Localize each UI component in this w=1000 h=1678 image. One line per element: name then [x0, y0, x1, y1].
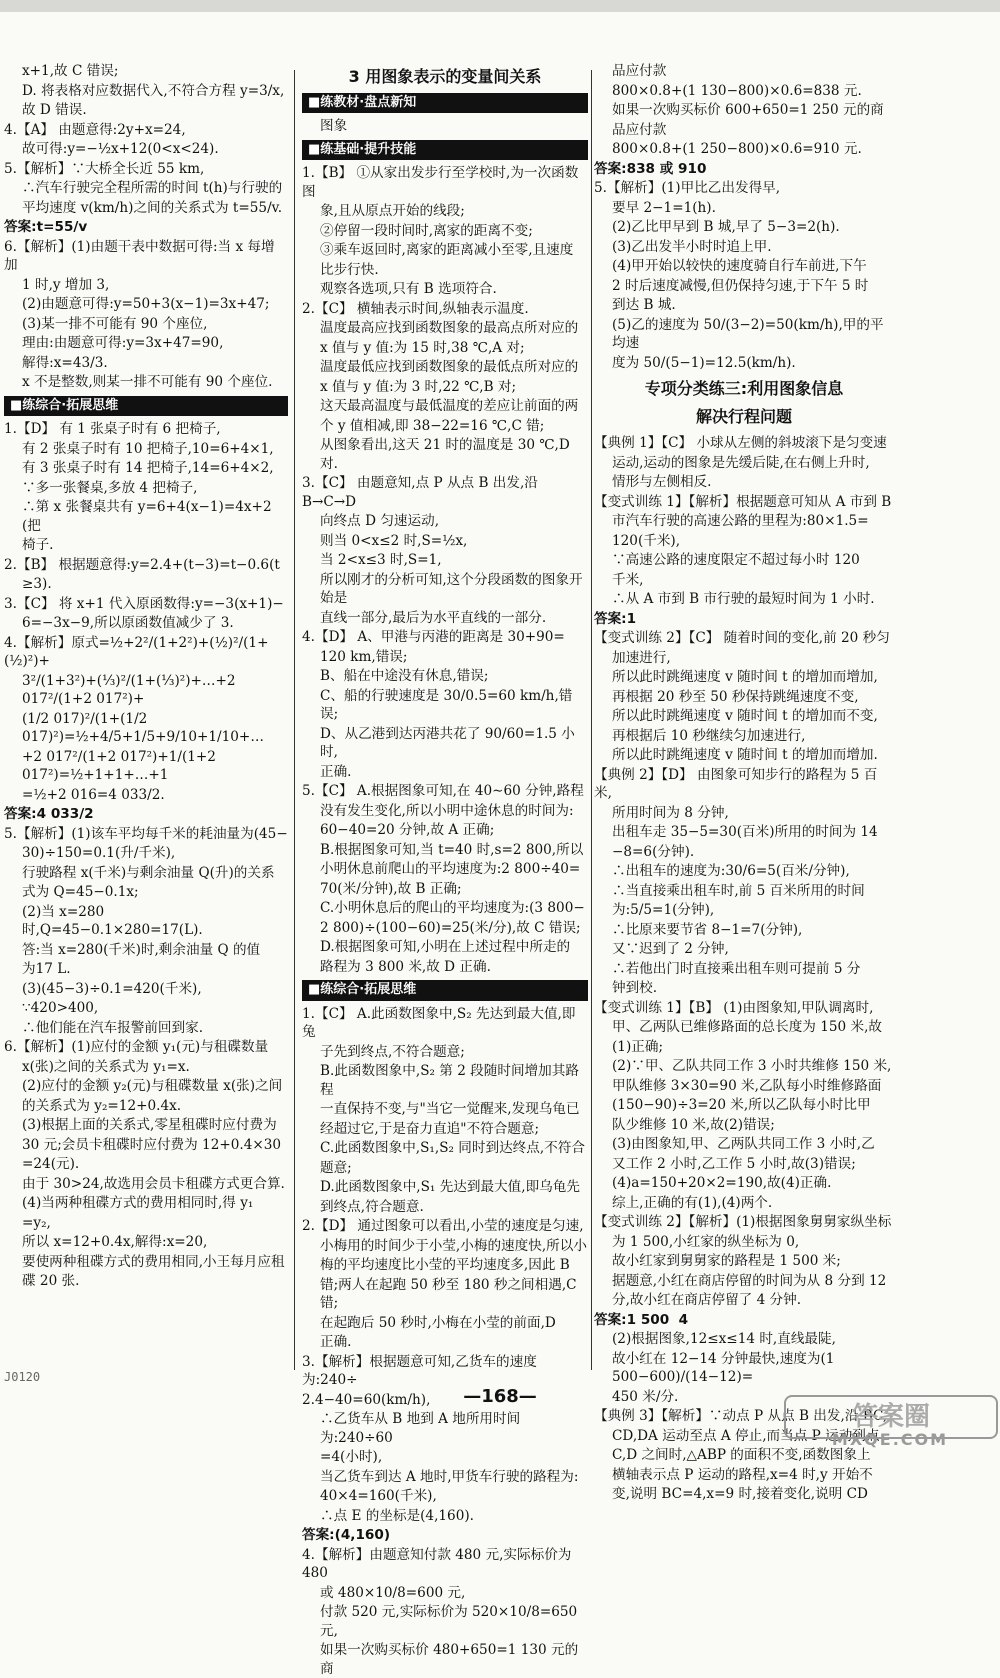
text-line: ∴他们能在汽车报警前回到家. [22, 1019, 204, 1036]
text-line: 椅子. [22, 537, 54, 553]
text-line: ∴当直接乘出租车时,前 5 百米所用的时间 [612, 882, 865, 899]
question-line: 4.【解析】原式=½+2²/(1+2²)+(½)²/(1+(½)²)+ [4, 634, 269, 669]
text-line: 甲队维修 3×30=90 米,乙队每小时维修路面 [612, 1077, 882, 1094]
text-line: 在起跑后 50 秒时,小梅在小莹的前面,D [320, 1314, 556, 1331]
text-line: 所用时间为 8 分钟, [612, 804, 729, 821]
text-line: 分,故小红在商店停留了 4 分钟. [612, 1292, 802, 1308]
question-line: 5.【解析】∵大桥全长近 55 km, [4, 160, 205, 177]
question-line: 1.【D】 有 1 张桌子时有 6 把椅子, [4, 421, 221, 437]
text-line: ≥3). [22, 576, 52, 592]
question-line: 3.【C】 由题意知,点 P 从点 B 出发,沿 B→C→D [302, 475, 543, 510]
text-line: (2)应付的金额 y₂(元)与租碟数量 x(张)之间 [22, 1078, 283, 1094]
text-line: ∴乙货车从 B 地到 A 地所用时间为:240÷60 [320, 1411, 521, 1446]
question-line: 1.【B】 ①从家出发步行至学校时,为一次函数图 [302, 165, 579, 200]
special-practice-title: 专项分类练三:利用图象信息 [644, 379, 844, 398]
text-line: 当乙货车到达 A 地时,甲货车行驶的路程为: [320, 1468, 579, 1485]
text-line: ∴若他出门时直接乘出租车则可提前 5 分 [612, 960, 861, 977]
text-line: 到达 B 城. [612, 297, 676, 313]
text-line: 30 元;会员卡租碟时应付费为 12+0.4×30 [22, 1136, 282, 1153]
text-line: 2 时后速度减慢,但仍保持匀速,于下午 5 时 [612, 277, 869, 294]
text-line: 梅的平均速度比小莹的平均速度多,因此 B [320, 1257, 570, 1273]
text-line: (2)当 x=280 时,Q=45−0.1×280=17(L). [22, 903, 203, 938]
answer-line: 答案:838 或 910 [594, 160, 707, 177]
text-line: 加速进行, [612, 649, 671, 666]
section-heading: ■练教材·盘点新知 [302, 93, 588, 114]
text-line: (150−90)÷3=20 米,所以乙队每小时比甲 [612, 1097, 871, 1113]
text-line: 观察各选项,只有 B 选项符合. [320, 281, 497, 297]
text-line: ∵多一张餐桌,多放 4 把椅子, [22, 479, 198, 496]
question-line: 2.【C】 横轴表示时间,纵轴表示温度. [302, 300, 529, 317]
answer-line: 答案:4 033/2 [4, 806, 94, 822]
text-line: 又∵迟到了 2 分钟, [612, 941, 729, 957]
text-line: 钟到校. [612, 980, 658, 996]
text-line: 这天最高温度与最低温度的差应让前面的两 [320, 398, 579, 414]
text-line: 1 时,y 增加 3, [22, 276, 110, 293]
text-line: B.根据图象可知,当 t=40 时,s=2 800,所以 [320, 841, 584, 858]
question-line: 5.【C】 A.根据图象可知,在 40∼60 分钟,路程 [302, 783, 584, 799]
text-line: (4)a=150+20×2=190,故(4)正确. [612, 1175, 832, 1191]
text-line: 3²/(1+3²)+(⅓)²/(1+(⅓)²)+…+2 017²/(1+2 017²)+ [22, 672, 240, 707]
text-line: 故可得:y=−½x+12(0<x<24). [22, 141, 219, 157]
text-line: 所以此时跳绳速度 v 随时间 t 的增加而不变, [612, 708, 878, 724]
question-line: 6.【解析】(1)应付的金额 y₁(元)与租碟数量 [4, 1039, 269, 1055]
section-heading: ■练综合·拓展思维 [4, 396, 288, 417]
column-left [4, 62, 288, 1372]
text-line: 60−40=20 分钟,故 A 正确; [320, 822, 495, 838]
text-line: (1)正确; [612, 1038, 664, 1055]
question-line: 4.【解析】由题意知付款 480 元,实际标价为 480 [302, 1546, 576, 1581]
text-line: 运动,运动的图象是先缓后陡,在右侧上升时, [612, 454, 870, 471]
question-line: 6.【解析】(1)由题干表中数据可得:当 x 每增加 [4, 238, 275, 273]
text-line: 如果一次购买标价 480+650=1 130 元的商 [320, 1642, 579, 1677]
text-line: 所以此时跳绳速度 v 随时间 t 的增加而增加. [612, 747, 878, 763]
question-line: 【典例 3】【解析】∵动点 P 从点 B 出发,沿 BC, [594, 1408, 888, 1424]
text-line: D.此函数图象中,S₁ 先达到最大值,即乌龟先 [320, 1179, 580, 1195]
text-line: 小明休息前爬山的平均速度为:2 800÷40= [320, 861, 581, 877]
text-line: 6=−3x−9,所以原函数值减少了 3. [22, 615, 234, 631]
text-line: 理由:由题意可得:y=3x+47=90, [22, 335, 224, 351]
question-line: 【变式训练 2】【C】 随着时间的变化,前 20 秒匀 [594, 630, 890, 646]
text-line: 2 800)÷(100−60)=25(米/分),故 C 错误; [320, 919, 581, 936]
text-line: B、船在中途没有休息,错误; [320, 668, 489, 684]
text-line: ∴点 E 的坐标是(4,160). [320, 1507, 474, 1524]
text-line: 所以刚才的分析可知,这个分段函数的图象开始是 [320, 571, 583, 606]
question-line: 2.【B】 根据题意得:y=2.4+(t−3)=t−0.6(t [4, 556, 280, 573]
text-line: 到终点,符合题意. [320, 1198, 424, 1215]
text-line: 800×0.8+(1 130−800)×0.6=838 元. [612, 82, 862, 99]
question-line: 2.【D】 通过图象可以看出,小莹的速度是匀速, [302, 1218, 584, 1234]
lesson-title: 3 用图象表示的变量间关系 [348, 67, 542, 86]
text-line: 队少维修 10 米,故(2)错误; [612, 1116, 775, 1133]
text-line: (1/2 017)²/(1+(1/2 017)²)=½+4/5+1/5+9/10+1/10+… [22, 710, 264, 745]
text-line: 故小红家到舅舅家的路程是 1 500 米; [612, 1253, 841, 1269]
text-line: 路程为 3 800 米,故 D 正确. [320, 958, 491, 975]
text-line: 70(米/分钟),故 B 正确; [320, 880, 462, 897]
text-line: (4)甲开始以较快的速度骑自行车前进,下午 [612, 258, 867, 274]
special-practice-title: 解决行程问题 [695, 407, 792, 426]
text-line: =24(元). [22, 1156, 80, 1172]
text-line: 题意; [320, 1159, 352, 1176]
text-line: 情形与左侧相反. [612, 474, 712, 490]
text-line: 平均速度 v(km/h)之间的关系式为 t=55/v. [22, 199, 283, 216]
text-line: 为:5/5=1(分钟), [612, 902, 715, 918]
text-line: (2)乙比甲早到 B 城,早了 5−3=2(h). [612, 219, 840, 235]
text-line: 品应付款 [612, 121, 667, 138]
text-line: 温度最低应找到函数图象的最低点所对应的 [320, 359, 579, 375]
text-line: 比步行快. [320, 261, 379, 278]
text-line: 答:当 x=280(千米)时,剩余油量 Q 的值 [22, 941, 261, 958]
text-line: =y₂, [22, 1214, 51, 1231]
text-line: 甲、乙两队已维修路面的总长度为 150 米,故 [612, 1019, 883, 1035]
text-line: x+1,故 C 错误; [22, 63, 119, 79]
question-line: 4.【A】 由题意得:2y+x=24, [4, 121, 186, 138]
question-line: 4.【D】 A、甲港与丙港的距离是 30+90= [302, 629, 565, 645]
text-line: 有 2 张桌子时有 10 把椅子,10=6+4×1, [22, 440, 274, 457]
text-line: 横轴表示点 P 运动的路程,x=4 时,y 开始不 [612, 1466, 873, 1483]
watermark-site: MXQE.COM [831, 1430, 949, 1449]
text-line: 据题意,小红在商店停留的时间为从 8 分到 12 [612, 1272, 887, 1289]
question-line: 【变式训练 1】【解析】根据题意可知从 A 市到 B [594, 493, 892, 510]
question-line: 5.【解析】(1)该车平均每千米的耗油量为(45− [4, 825, 288, 842]
text-line: 向终点 D 匀速运动, [320, 513, 440, 529]
footer-code: J0120 [4, 1370, 41, 1384]
text-line: 再根据后 10 秒继续匀加速进行, [612, 727, 806, 744]
text-line: 正确. [320, 1334, 352, 1350]
text-line: ∴出租车的速度为:30/6=5(百米/分钟), [612, 863, 850, 879]
text-line: (2)由题意可得:y=50+3(x−1)=3x+47; [22, 296, 270, 312]
text-line: ∵高速公路的速度限定不超过每小时 120 [612, 552, 860, 568]
text-line: 故 D 错误. [22, 102, 87, 118]
answer-line: 答案:(4,160) [302, 1527, 391, 1543]
text-line: (4)当两种租碟方式的费用相同时,得 y₁ [22, 1195, 254, 1211]
text-line: ∴第 x 张餐桌共有 y=6+4(x−1)=4x+2 (把 [22, 499, 276, 534]
text-line: ③乘车返回时,离家的距离减小至零,且速度 [320, 242, 574, 258]
question-line: 2.4−40=60(km/h), [302, 1391, 431, 1408]
text-line: 450 米/分. [612, 1388, 679, 1405]
page-number: —168— [463, 1386, 537, 1407]
text-line: ②停留一段时间时,离家的距离不变; [320, 222, 533, 239]
text-line: C、船的行驶速度是 30/0.5=60 km/h,错误; [320, 687, 573, 722]
text-line: 要早 2−1=1(h). [612, 199, 716, 216]
text-line: ∴比原来要节省 8−1=7(分钟), [612, 921, 803, 938]
section-heading: ■练基础·提升技能 [302, 140, 588, 161]
question-line: 3.【C】 将 x+1 代入原函数得:y=−3(x+1)− [4, 595, 284, 612]
text-line: 经超过它,于是奋力直追"不符合题意; [320, 1120, 540, 1137]
watermark-logo: 答案圈 [784, 1395, 998, 1439]
text-line: 象,且从原点开始的线段; [320, 203, 465, 219]
answer-line: 答案:1 500 4 [594, 1311, 689, 1328]
text-line: D.根据图象可知,小明在上述过程中所走的 [320, 939, 571, 955]
text-line: 综上,正确的有(1),(4)两个. [612, 1194, 773, 1211]
column-divider [294, 70, 295, 1370]
text-line: 变,说明 BC=4,x=9 时,接着变化,说明 CD [612, 1486, 868, 1502]
text-line: 子先到终点,不符合题意; [320, 1043, 465, 1060]
text-line: 所以 x=12+0.4x,解得:x=20, [22, 1234, 208, 1250]
text-line: 要使两种租碟方式的费用相同,小王每月应租 [22, 1253, 285, 1270]
text-line: 800×0.8+(1 250−800)×0.6=910 元. [612, 141, 862, 157]
text-line: 式为 Q=45−0.1x; [22, 884, 139, 900]
text-line: 再根据 20 秒至 50 秒保持跳绳速度不变, [612, 688, 859, 705]
text-line: x 值与 y 值:为 3 时,22 ℃,B 对; [320, 378, 517, 395]
text-line: 30)÷150=0.1(升/千米), [22, 845, 176, 861]
text-line: (3)乙出发半小时时追上甲. [612, 238, 772, 255]
text-line: 一直保持不变,与"当它一觉醒来,发现乌龟已 [320, 1101, 580, 1117]
text-line: ∵420>400, [22, 1000, 99, 1016]
text-line: 碟 20 张. [22, 1273, 80, 1289]
text-line: 40×4=160(千米), [320, 1488, 437, 1504]
text-line: 正确. [320, 763, 352, 780]
text-line: 的关系式为 y₂=12+0.4x. [22, 1097, 182, 1114]
text-line: 千米, [612, 571, 644, 588]
text-line: (2)∵甲、乙队共同工作 3 小时共维修 150 米, [612, 1058, 892, 1074]
text-line: ∴汽车行驶完全程所需的时间 t(h)与行驶的 [22, 180, 283, 196]
text-line: 当 2<x≤3 时,S=1, [320, 552, 442, 568]
text-line: 为 1 500,小红家的纵坐标为 0, [612, 1233, 800, 1250]
text-line: 度为 50/(5−1)=12.5(km/h). [612, 354, 796, 371]
question-line: 【变式训练 2】【解析】(1)根据图象舅舅家纵坐标 [594, 1214, 892, 1230]
text-line: 出租车走 35−5=30(百米)所用的时间为 14 [612, 824, 878, 840]
text-line: =½+2 016=4 033/2. [22, 786, 165, 803]
text-line: x(张)之间的关系式为 y₁=x. [22, 1058, 190, 1075]
text-line: 市汽车行驶的高速公路的里程为:80×1.5= [612, 513, 869, 529]
text-line: 付款 520 元,实际标价为 520×10/8=650 元, [320, 1604, 582, 1639]
text-line: 没有发生变化,所以小明中途休息的时间为: [320, 802, 574, 819]
question-line: 【变式训练 1】【B】 (1)由图象知,甲队调离时, [594, 999, 874, 1016]
text-line: −8=6(分钟). [612, 843, 695, 860]
text-line: 错;两人在起跑 50 秒至 180 秒之间相遇,C 错; [320, 1276, 581, 1311]
question-line: 1.【C】 A.此函数图象中,S₂ 先达到最大值,即兔 [302, 1005, 576, 1040]
text-line: 品应付款 [612, 63, 667, 79]
text-line: +2 017²/(1+2 017²)+1/(1+2 017²)=½+1+1+…+1 [22, 748, 221, 783]
text-line: B.此函数图象中,S₂ 第 2 段随时间增加其路程 [320, 1063, 579, 1098]
text-line: 则当 0<x≤2 时,S=½x, [320, 532, 468, 549]
text-line: 温度最高应找到函数图象的最高点所对应的 [320, 320, 579, 336]
text-line: CD,DA 运动至点 A 停止,而当点 P 运动到点 [612, 1427, 880, 1444]
text-line: 120(千米), [612, 532, 681, 549]
section-heading: ■练综合·拓展思维 [302, 980, 588, 1001]
text-line: D. 将表格对应数据代入,不符合方程 y=3/x, [22, 82, 285, 99]
text-line: =4(小时), [320, 1449, 383, 1465]
text-line: ∴从 A 市到 B 市行驶的最短时间为 1 小时. [612, 591, 875, 607]
text-line: 直线一部分,最后为水平直线的一部分. [320, 609, 547, 626]
text-line: D、从乙港到达丙港共花了 90/60=1.5 小时, [320, 725, 575, 760]
text-line: 又工作 2 小时,乙工作 5 小时,故(3)错误; [612, 1155, 856, 1172]
answer-line: 答案:t=55/v [4, 219, 88, 235]
text-line: 小梅用的时间少于小莹,小梅的速度快,所以小 [320, 1237, 587, 1254]
text-line: 故小红在 12−14 分钟最快,速度为(1 500−600)/(14−12)= [612, 1350, 839, 1385]
text-line: (5)乙的速度为 50/(3−2)=50(km/h),甲的平均速 [612, 316, 884, 351]
text-line: C,D 之间时,△ABP 的面积不变,函数图象上 [612, 1447, 871, 1463]
question-line: 3.【解析】根据题意可知,乙货车的速度为:240÷ [302, 1353, 537, 1388]
text-line: 个 y 值相减,即 38−22=16 ℃,C 错; [320, 417, 545, 434]
text-line: 图象 [320, 118, 348, 134]
text-line: (3)根据上面的关系式,零星租碟时应付费为 [22, 1117, 277, 1133]
text-line: (2)根据图象,12≤x≤14 时,直线最陡, [612, 1331, 836, 1347]
text-line: (3)某一排不可能有 90 个座位, [22, 315, 208, 332]
text-line: C.此函数图象中,S₁,S₂ 同时到达终点,不符合 [320, 1140, 585, 1156]
text-line: 为17 L. [22, 961, 71, 977]
question-line: 5.【解析】(1)甲比乙出发得早, [594, 180, 781, 196]
text-line: 解得:x=43/3. [22, 354, 108, 371]
question-line: 【典例 1】【C】 小球从左侧的斜坡滚下是匀变速 [594, 435, 887, 451]
text-line: x 值与 y 值:为 15 时,38 ℃,A 对; [320, 339, 525, 356]
text-line: 行驶路程 x(千米)与剩余油量 Q(升)的关系 [22, 864, 275, 881]
text-line: 由于 30>24,故选用会员卡租碟方式更合算. [22, 1175, 285, 1192]
text-line: 120 km,错误; [320, 648, 408, 665]
text-line: x 不是整数,则某一排不可能有 90 个座位. [22, 374, 273, 390]
text-line: (3)(45−3)÷0.1=420(千米), [22, 980, 202, 997]
text-line: C.小明休息后的爬山的平均速度为:(3 800− [320, 900, 585, 916]
column-divider [591, 70, 592, 1370]
text-line: 有 3 张桌子时有 14 把椅子,14=6+4×2, [22, 460, 274, 476]
text-line: 所以此时跳绳速度 v 随时间 t 的增加而增加, [612, 669, 878, 685]
text-line: 或 480×10/8=600 元, [320, 1584, 466, 1601]
text-line: 如果一次购买标价 600+650=1 250 元的商 [612, 102, 884, 118]
answer-line: 答案:1 [594, 610, 637, 627]
text-line: (3)由图象知,甲、乙两队共同工作 3 小时,乙 [612, 1136, 875, 1152]
scan-top-edge [0, 0, 1000, 12]
question-line: 【典例 2】【D】 由图象可知步行的路程为 5 百米, [594, 766, 878, 801]
text-line: 从图象看出,这天 21 时的温度是 30 ℃,D 对. [320, 437, 575, 472]
